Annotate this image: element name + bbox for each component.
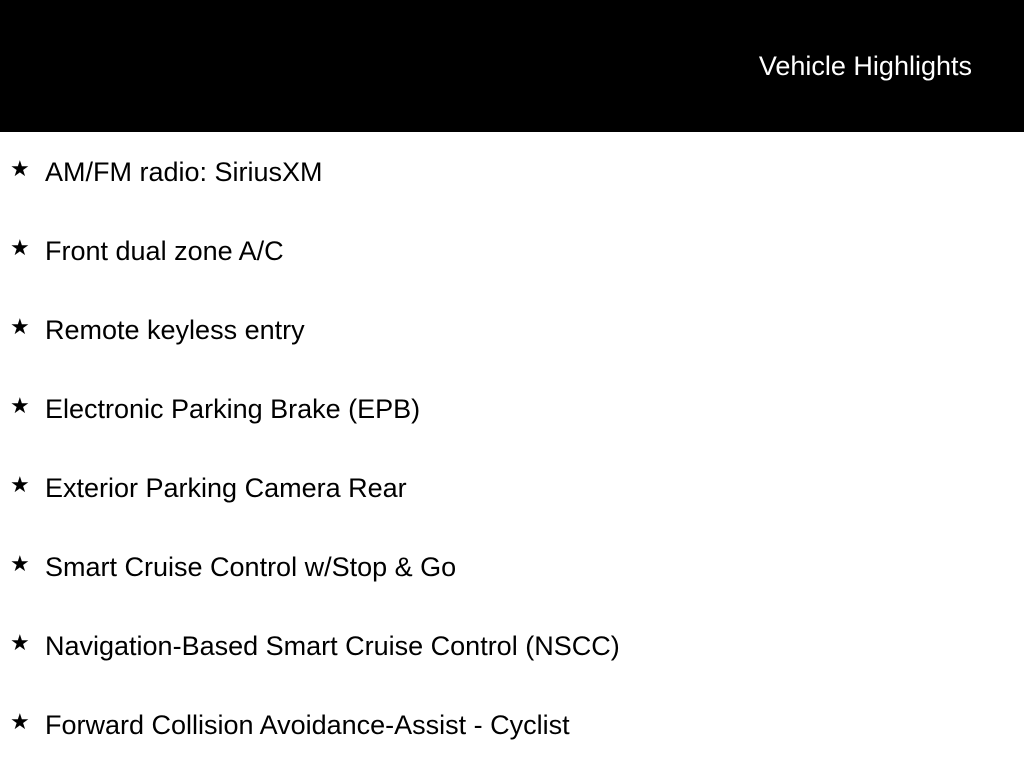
highlights-list (0, 132, 1024, 764)
star-icon: ★ (10, 393, 30, 418)
star-icon: ★ (10, 156, 30, 181)
page-title: Vehicle Highlights (758, 51, 972, 81)
list-item (0, 211, 1024, 290)
star-icon: ★ (10, 235, 30, 260)
star-icon: ★ (10, 551, 30, 576)
list-item (0, 685, 1024, 764)
list-item (0, 527, 1024, 606)
star-icon: ★ (10, 472, 30, 497)
highlight-label: Remote keyless entry (45, 315, 305, 345)
list-item (0, 369, 1024, 448)
highlight-label: Exterior Parking Camera Rear (45, 473, 407, 503)
highlight-label: AM/FM radio: SiriusXM (45, 157, 323, 187)
highlight-label: Navigation-Based Smart Cruise Control (NSCC) (45, 631, 620, 661)
highlight-label: Smart Cruise Control w/Stop & Go (45, 552, 457, 582)
list-item (0, 132, 1024, 211)
star-icon: ★ (10, 630, 30, 655)
star-icon: ★ (10, 709, 30, 734)
highlight-label: Electronic Parking Brake (EPB) (45, 394, 421, 424)
star-icon: ★ (10, 314, 30, 339)
highlight-label: Front dual zone A/C (45, 236, 284, 266)
list-item (0, 448, 1024, 527)
header-bar (0, 0, 1024, 132)
highlight-label: Forward Collision Avoidance-Assist - Cyclist (45, 710, 570, 740)
list-item (0, 606, 1024, 685)
list-item (0, 290, 1024, 369)
